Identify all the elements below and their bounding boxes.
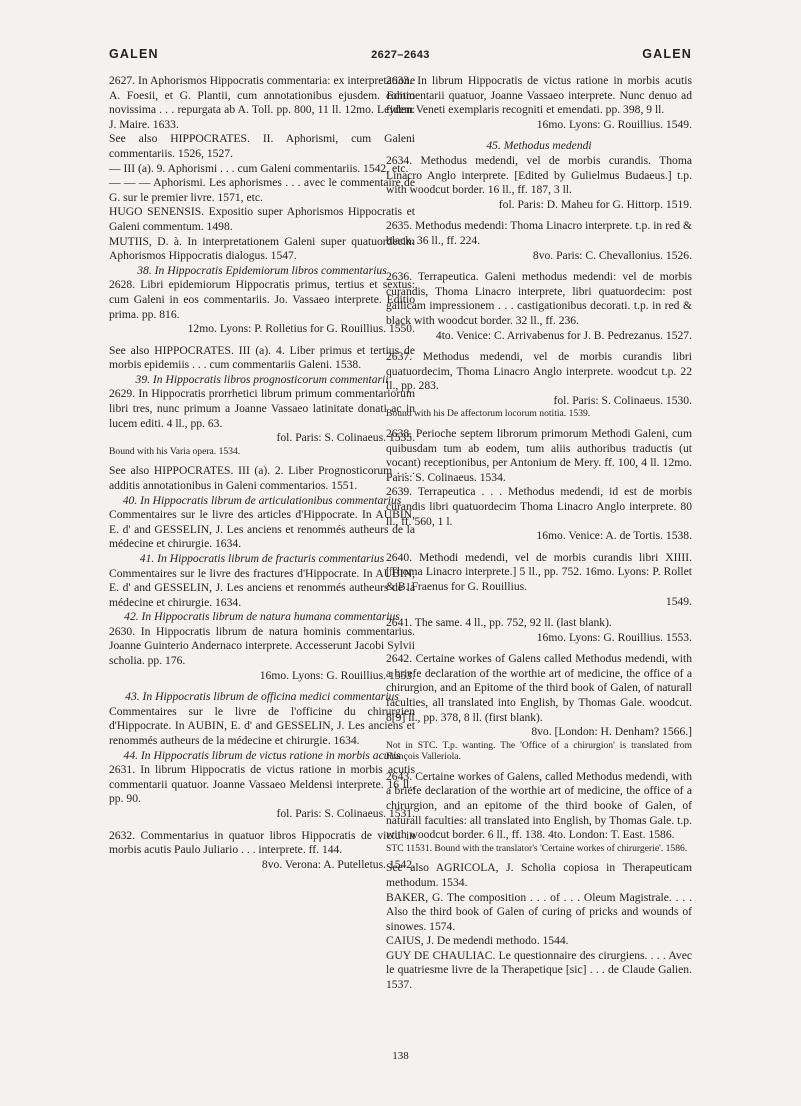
imprint-line: 12mo. Lyons: P. Rolletius for G. Rouillius. 1550. [187, 322, 415, 336]
catalogue-entry: 2629. In Hippocratis prorrhetici librum primum commentariorum libri tres, nunc primum a Joanne Vassaeo latinitate donati ac in lucem editi. 4 ll., pp. 63. [109, 387, 415, 430]
section-heading: 38. In Hippocratis Epidemiorum libros commentarius [137, 263, 387, 277]
section-heading: 43. In Hippocratis librum de officina medici commentarius [125, 690, 399, 704]
catalogue-entry: — — — Aphorismi. Les aphorismes . . . avec le commentaire de G. sur le premier livre. 1571, etc. [109, 176, 415, 204]
imprint-line: fol. Paris: D. Maheu for G. Hittorp. 1519. [498, 197, 692, 211]
catalogue-entry: CAIUS, J. De medendi methodo. 1544. [386, 934, 569, 948]
imprint-line: fol. Paris: S. Colinaeus. 1530. [553, 393, 692, 407]
catalogue-entry: BAKER, G. The composition . . . of . . . Oleum Magistrale. . . . Also the third book of Galen of curing of pricks and wounds of sinowes. 1574. [386, 890, 692, 933]
header-left: GALEN [109, 47, 159, 61]
page-number: 138 [392, 1050, 409, 1062]
catalogue-entry: See also HIPPOCRATES. III (a). 2. Liber Prognosticorum . . . additis annotationibus in Galeni commentarios. 1551. [109, 464, 415, 492]
catalogue-entry: Commentaires sur le livre des articles d'Hippocrate. In AUBIN, E. d' and GESSELIN, J. Les anciens et renommés autheurs de la médecine et chirurgie. 1634. [109, 508, 415, 551]
catalogue-entry: HUGO SENENSIS. Expositio super Aphorismos Hippocratis et Galeni commentum. 1498. [109, 205, 415, 233]
header-center: 2627–2643 [371, 49, 430, 61]
imprint-line: 4to. Venice: C. Arrivabenus for J. B. Pedrezanus. 1527. [435, 328, 692, 342]
imprint-line: 1549. [665, 594, 692, 608]
catalogue-entry: MUTIIS, D. à. In interpretationem Galeni super quatuordecim Aphorismos Hippocratis dialogus. 1547. [109, 234, 415, 263]
catalogue-entry: 2640. Methodi medendi, vel de morbis curandis libri XIIII. [Thoma Linacro interprete.] 5 ll., pp. 752. 16mo. Lyons: P. Rollet & B. Fraenus for G. Rouillius. [386, 550, 692, 593]
catalogue-entry: — III (a). 9. Aphorismi . . . cum Galeni commentariis. 1542, etc. [109, 161, 409, 175]
entry-note: STC 11531. Bound with the translator's 'Certaine workes of chirurgerie'. 1586. [386, 842, 688, 854]
section-heading: 39. In Hippocratis libros prognosticorum commentarii [135, 372, 389, 386]
catalogue-entry: 2643. Certaine workes of Galens, called Methodus medendi, with a briefe declaration of the worthie art of medicine, the office of a chirurgion, and an epitome of the third booke of Galen, of naturall faculties: all translated into English, by Thomas Gale. t.p. with woodcut border. 6 ll., ff. 138. 4to. London: T. East. 1586. [386, 769, 692, 842]
section-heading: 44. In Hippocratis librum de victus ratione in morbis acutis [123, 748, 401, 762]
catalogue-entry: 2632. Commentarius in quatuor libros Hippocratis de victu in morbis acutis Paulo Juliario . . . interprete. ff. 144. [109, 828, 415, 857]
catalogue-entry: 2633. In librum Hippocratis de victus ratione in morbis acutis commentarii quatuor, Joanne Vassaeo interprete. Nunc denuo ad fidem Veneti exemplaris recogniti et emendati. pp. 398, 9 ll. [386, 74, 692, 117]
entry-note: Bound with his Varia opera. 1534. [109, 445, 241, 457]
entry-note: Bound with his De affectorum locorum notitia. 1539. [386, 408, 591, 420]
header-right: GALEN [642, 47, 692, 61]
imprint-line: 16mo. Lyons: G. Rouillius. 1553. [259, 668, 415, 682]
catalogue-entry: See also HIPPOCRATES. III (a). 4. Liber primus et tertius de morbis epidemiis . . . cum commentariis Galeni. 1538. [109, 343, 415, 372]
imprint-line: 8vo. Verona: A. Putelletus. 1542. [261, 857, 415, 871]
catalogue-entry: 2637. Methodus medendi, vel de morbis curandis libri quatuordecim, Thoma Linacro Anglo interprete. woodcut t.p. 22 ll., pp. 283. [386, 350, 692, 393]
right-column [386, 74, 692, 993]
section-heading: 40. In Hippocratis librum de articulationibus commentarius [122, 493, 402, 507]
imprint-line: 16mo. Lyons: G. Rouillius. 1549. [536, 117, 692, 131]
imprint-line: 16mo. Venice: A. de Tortis. 1538. [536, 529, 692, 543]
catalogue-entry: 2641. The same. 4 ll., pp. 752, 92 ll. (last blank). [386, 616, 612, 630]
section-heading: 45. Methodus medendi [486, 139, 592, 153]
catalogue-entry: 2636. Terrapeutica. Galeni methodus medendi: vel de morbis curandis, Thoma Linacro interprete, libri quatuordecim: post gallicam impressionem . . . castigationibus decorati. t.p. in red & black with woodcut border. 32 ll., ff. 236. [386, 270, 692, 327]
imprint-line: 16mo. Lyons: G. Rouillius. 1553. [536, 630, 692, 644]
catalogue-entry: 2631. In librum Hippocratis de victus ratione in morbis acutis commentarii quatuor. Joanne Vassaeo Meldensi interprete. 16 ll., pp. 90. [109, 763, 415, 806]
catalogue-entry: 2630. In Hippocratis librum de natura hominis commentarius. Joanne Guinterio Andernaco interprete. Accesserunt Jacobi Sylvii scholia. pp. 176. [109, 624, 415, 668]
catalogue-entry: GUY DE CHAULIAC. Le questionnaire des cirurgiens. . . . Avec le quatriesme livre de la Therapetique [sic] . . . de Claude Galien. 1537. [386, 948, 692, 992]
imprint-line: 8vo. Paris: C. Chevallonius. 1526. [532, 248, 692, 262]
catalogue-entry: 2634. Methodus medendi, vel de morbis curandis. Thoma Linacro Anglo interprete. [Edited by Gulielmus Budaeus.] t.p. with woodcut border. 16 ll., ff. 187, 3 ll. [386, 153, 692, 197]
catalogue-entry: 2639. Terrapeutica . . . Methodus medendi, id est de morbis curandis libri quatuordecim Thoma Linacro Anglo interprete. 80 ll., ff. 560, 1 l. [386, 485, 692, 528]
catalogue-entry: 2638. Perioche septem librorum primorum Methodi Galeni, cum quibusdam tum ab eodem, tum aliis authoribus traductis (ut vocant) receptionibus, per Antonium de Mery. ff. 100, 4 ll. 12mo. Paris: S. Colinaeus. 1534. [386, 426, 692, 484]
catalogue-entry: 2635. Methodus medendi: Thoma Linacro interprete. t.p. in red & black. 36 ll., ff. 224. [386, 219, 692, 247]
catalogue-entry: See also HIPPOCRATES. II. Aphorismi, cum Galeni commentariis. 1526, 1527. [109, 132, 415, 160]
catalogue-entry: 2628. Libri epidemiorum Hippocratis primus, tertius et sextus: cum Galeni in eos commentariis. Jo. Vassaeo interprete. Editio prima. pp. 816. [109, 278, 415, 321]
catalogue-entry: 2627. In Aphorismos Hippocratis commentaria: ex interpretatione A. Foesii, et G. Plantii, cum annotationibus ejusdem. Editio novissima . . . repurgata ab A. Toll. pp. 800, 11 ll. 12mo. Leyden: J. Maire. 1633. [109, 74, 415, 131]
catalogue-entry: 2642. Certaine workes of Galens called Methodus medendi, with a briefe declaration of the worthie art of medicine, the office of a chirurgion, and an Epitome of the third book of Galen, of naturall faculties, all translated into English, by Thomas Gale. woodcut. 8[9] ll., pp. 378, 8 ll. (first blank). [386, 652, 692, 724]
catalogue-entry: See also AGRICOLA, J. Scholia copiosa in Therapeuticam methodum. 1534. [386, 861, 692, 889]
catalogue-entry: Commentaires sur le livre de l'officine du chirurgien d'Hippocrate. In AUBIN, E. d' and GESSELIN, J. Les anciens et renommés autheurs de la médecine et chirurgie. 1634. [109, 704, 415, 748]
entry-note: Not in STC. T.p. wanting. The 'Office of a chirurgion' is translated from François Valleriola. [386, 739, 692, 763]
imprint-line: fol. Paris: S. Colinaeus. 1535. [276, 431, 415, 445]
section-heading: 42. In Hippocratis librum de natura humana commentarius [124, 610, 400, 624]
imprint-line: 8vo. [London: H. Denham? 1566.] [531, 725, 692, 739]
catalogue-entry: Commentaires sur le livre des fractures d'Hippocrate. In AUBIN, E. d' and GESSELIN, J. Les anciens et renommés autheurs de la médecine et chirurgie. 1634. [109, 566, 415, 609]
running-header [109, 47, 692, 67]
imprint-line: fol. Paris: S. Colinaeus. 1531. [276, 807, 415, 820]
left-column [109, 74, 415, 879]
section-heading: 41. In Hippocratis librum de fracturis commentarius [139, 551, 385, 565]
